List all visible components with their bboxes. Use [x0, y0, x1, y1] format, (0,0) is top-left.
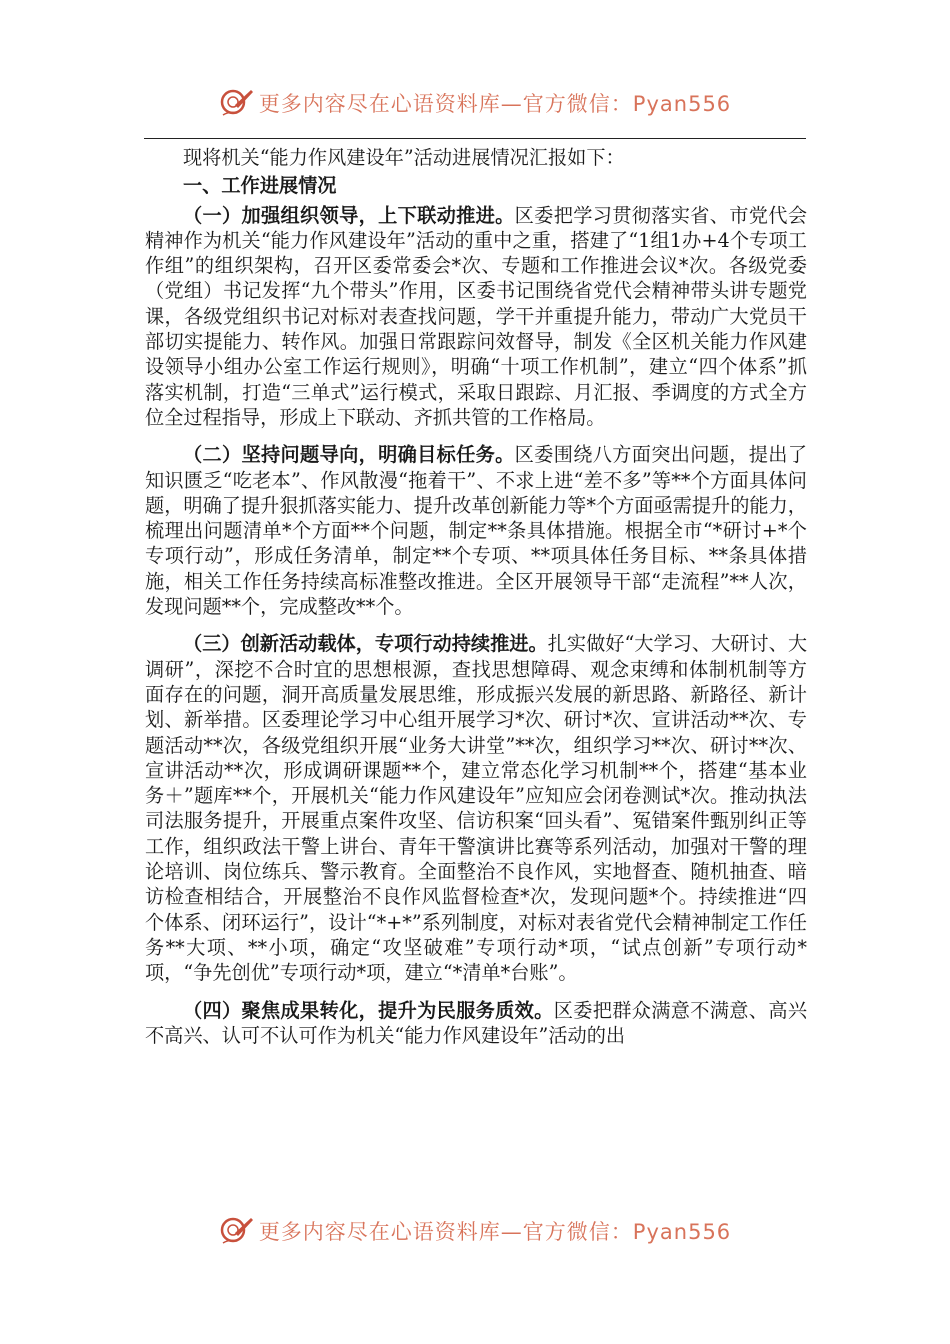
section-heading: 一、工作进展情况 — [183, 174, 337, 198]
document-body — [145, 145, 807, 1048]
header-divider — [144, 138, 806, 139]
pen-ink-logo-icon — [219, 85, 255, 121]
paragraph-1 — [145, 203, 807, 431]
intro-line: 现将机关“能力作风建设年”活动进展情况汇报如下： — [183, 146, 625, 169]
paragraph-3 — [145, 631, 807, 985]
paragraph-4-lead: （四）聚焦成果转化，提升为民服务质效。 — [183, 998, 554, 1022]
footer-banner — [0, 1211, 950, 1251]
paragraph-2-lead: （二）坚持问题导向，明确目标任务。 — [183, 443, 515, 467]
header-banner — [0, 83, 950, 123]
footer-banner-text: 更多内容尽在心语资料库—官方微信：Pyan556 — [258, 1220, 732, 1244]
paragraph-3-body: 扎实做好“大学习、大研讨、大调研”，深挖不合时宜的思想根源，查找思想障碍、观念束缚和体制机制等方面存在的问题，洞开高质量发展思维，形成振兴发展的新思路、新路径、新计划、新举措。区委理论学习中心组开展学习*次、研讨*次、宣讲活动**次、专题活动**次，各级党组织开展“业务大讲堂”**次，组织学习**次、研讨**次、宣讲活动**次，形成调研课题**个，建立常态化学习机制**个，搭建“基本业务＋”题库**个，开展机关“能力作风建设年”应知应会闭卷测试*次。推动执法司法服务提升，开展重点案件攻坚、信访积案“回头看”、冤错案件甄别纠正等工作，组织政法干警上讲台、青年干警演讲比赛等系列活动，加强对干警的理论培训、岗位练兵、警示教育。全面整治不良作风，实地督查、随机抽查、暗访检查相结合，开展整治不良作风监督检查*次，发现问题*个。持续推进“四个体系、闭环运行”，设计“*+*”系列制度，对标对表省党代会精神制定工作任务**大项、**小项，确定“攻坚破难”专项行动*项，“试点创新”专项行动*项，“争先创优”专项行动*项，建立“*清单*台账”。 — [145, 632, 808, 985]
pen-ink-logo-icon — [219, 1213, 255, 1249]
paragraph-4-body: 区委把群众满意不满意、高兴不高兴、认可不认可作为机关“能力作风建设年”活动的出 — [145, 998, 808, 1047]
paragraph-2-body: 区委围绕八方面突出问题，提出了知识匮乏“吃老本”、作风散漫“拖着干”、不求上进“差不多”等**个方面具体问题，明确了提升狠抓落实能力、提升改革创新能力等*个方面亟需提升的能力，梳理出问题清单*个方面**个问题，制定**条具体措施。根据全市“*研讨+*个专项行动”，形成任务清单，制定**个专项、**项具体任务目标、**条具体措施，相关工作任务持续高标准整改推进。全区开展领导干部“走流程”**人次，发现问题**个，完成整改**个。 — [145, 443, 807, 619]
paragraph-3-lead: （三）创新活动载体，专项行动持续推进。 — [183, 632, 548, 656]
paragraph-1-body: 区委把学习贯彻落实省、市党代会精神作为机关“能力作风建设年”活动的重中之重，搭建了“1组1办+4个专项工作组”的组织架构，召开区委常委会*次、专题和工作推进会议*次。各级党委（党组）书记发挥“九个带头”作用，区委书记围绕省党代会精神带头讲专题党课，各级党组织书记对标对表查找问题，学干并重提升能力，带动广大党员干部切实提能力、转作风。加强日常跟踪问效督导，制发《全区机关能力作风建设领导小组办公室工作运行规则》，明确“十项工作机制”，建立“四个体系”抓落实机制，打造“三单式”运行模式，采取日跟踪、月汇报、季调度的方式全方位全过程指导，形成上下联动、齐抓共管的工作格局。 — [145, 203, 807, 429]
paragraph-4 — [145, 998, 807, 1049]
paragraph-1-lead: （一）加强组织领导，上下联动推进。 — [183, 203, 515, 227]
paragraph-2 — [145, 442, 807, 619]
banner-text: 更多内容尽在心语资料库—官方微信：Pyan556 — [258, 92, 732, 116]
